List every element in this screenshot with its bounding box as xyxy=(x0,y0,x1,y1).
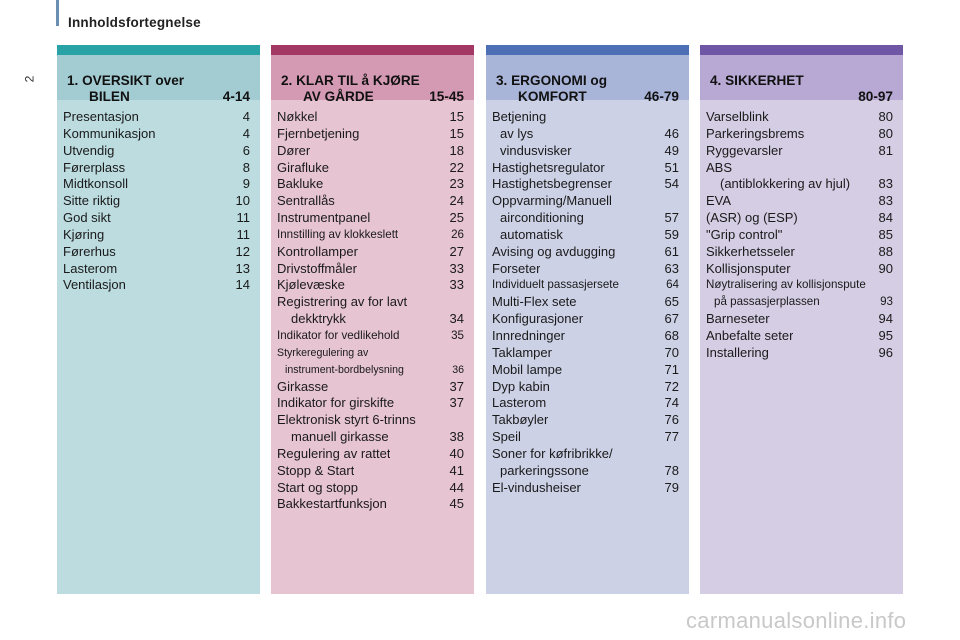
toc-entry[interactable] xyxy=(277,412,464,429)
toc-entry[interactable] xyxy=(706,294,893,311)
section-oversikt xyxy=(57,45,260,594)
section-heading xyxy=(700,45,903,104)
toc-entry-label: Mobil lampe xyxy=(492,361,563,377)
toc-entry[interactable] xyxy=(492,362,679,379)
toc-entry[interactable] xyxy=(492,277,679,294)
toc-entry[interactable] xyxy=(63,160,250,177)
toc-entry[interactable] xyxy=(492,311,679,328)
toc-entry-label: God sikt xyxy=(63,210,111,226)
section-heading-text: AV GÅRDE xyxy=(303,89,374,104)
toc-entry-page: 64 xyxy=(666,278,679,292)
toc-entry[interactable] xyxy=(277,379,464,396)
toc-entry[interactable] xyxy=(492,193,679,210)
toc-entry[interactable] xyxy=(492,429,679,446)
toc-entry[interactable] xyxy=(277,362,464,379)
toc-entry-label: Instrumentpanel xyxy=(277,210,371,226)
toc-entry-page: 22 xyxy=(449,159,464,175)
toc-entry-page: 4 xyxy=(242,125,250,141)
toc-entry-page: 36 xyxy=(452,363,464,376)
section-heading xyxy=(486,45,689,104)
toc-entry-label: Konfigurasjoner xyxy=(492,311,584,327)
toc-entry-page: 84 xyxy=(878,210,893,226)
toc-entry[interactable] xyxy=(277,210,464,227)
toc-entry-label: Kjøring xyxy=(63,226,105,242)
toc-entry-page: 83 xyxy=(878,193,893,209)
section-entries xyxy=(271,100,474,513)
section-page-range: 4-14 xyxy=(222,89,250,104)
toc-entry-label: Nøytralisering av kollisjonspute xyxy=(706,278,866,292)
toc-entry[interactable] xyxy=(277,446,464,463)
toc-entry-page: 11 xyxy=(236,210,250,226)
toc-entry-page: 38 xyxy=(449,429,464,445)
toc-entry-label: ABS xyxy=(706,159,733,175)
toc-entry-label: Presentasjon xyxy=(63,109,139,124)
toc-entry-page: 65 xyxy=(664,294,679,310)
toc-entry-page: 54 xyxy=(664,176,679,192)
toc-entry-page: 11 xyxy=(236,226,250,242)
toc-entry-page: 61 xyxy=(664,243,679,259)
toc-entry-page: 10 xyxy=(235,193,250,209)
toc-entry-label: Elektronisk styrt 6-trinns xyxy=(277,412,416,428)
toc-entry-label: Takbøyler xyxy=(492,412,549,428)
toc-entry-label: Førerhus xyxy=(63,243,116,259)
toc-entry-label: Fjernbetjening xyxy=(277,125,360,141)
section-heading-text: 1. OVERSIKT over xyxy=(67,73,185,88)
toc-entry-page: 15 xyxy=(449,109,464,124)
toc-entry-label: Sitte riktig xyxy=(63,193,121,209)
toc-entry-label: Styrkeregulering av xyxy=(277,346,369,359)
toc-entry-label: airconditioning xyxy=(500,210,584,226)
toc-entry-label: dekktrykk xyxy=(291,311,346,327)
section-heading-line xyxy=(67,73,250,89)
section-entries xyxy=(57,100,260,294)
toc-entry-label: Ryggevarsler xyxy=(706,142,783,158)
toc-entry-page: 68 xyxy=(664,327,679,343)
toc-entry-label: parkeringssone xyxy=(500,462,589,478)
toc-entry-page: 15 xyxy=(449,125,464,141)
toc-entry[interactable] xyxy=(277,480,464,497)
toc-entry-label: Taklamper xyxy=(492,344,552,360)
toc-entry[interactable] xyxy=(277,244,464,261)
toc-entry-label: Avising og avdugging xyxy=(492,243,616,259)
toc-entry-page: 23 xyxy=(449,176,464,192)
toc-entry-page: 96 xyxy=(878,344,893,360)
toc-entry-label: Hastighetsbegrenser xyxy=(492,176,612,192)
toc-entry-page: 6 xyxy=(242,142,250,158)
toc-entry-page: 8 xyxy=(242,159,250,175)
toc-entry[interactable] xyxy=(492,109,679,126)
toc-entry-label: manuell girkasse xyxy=(291,429,389,445)
toc-entry-label: Sentrallås xyxy=(277,193,335,209)
section-heading-line xyxy=(496,89,679,105)
toc-entry-label: Regulering av rattet xyxy=(277,445,391,461)
toc-entry-label: (antiblokkering av hjul) xyxy=(720,176,851,192)
toc-entry-label: Førerplass xyxy=(63,159,126,175)
toc-entry[interactable] xyxy=(277,109,464,126)
toc-entry[interactable] xyxy=(706,227,893,244)
toc-entry[interactable] xyxy=(706,311,893,328)
toc-entry-page: 95 xyxy=(878,327,893,343)
section-heading-line xyxy=(710,73,893,89)
toc-entry-label: Indikator for vedlikehold xyxy=(277,328,400,342)
toc-entry-label: Lasterom xyxy=(63,260,118,276)
toc-entry[interactable] xyxy=(277,143,464,160)
toc-entry-label: El-vindusheiser xyxy=(492,479,581,495)
toc-entry-label: Midtkonsoll xyxy=(63,176,129,192)
toc-entry[interactable] xyxy=(706,345,893,362)
toc-entry[interactable] xyxy=(277,160,464,177)
toc-entry-page: 27 xyxy=(449,243,464,259)
toc-entry-page: 71 xyxy=(664,361,679,377)
toc-entry-page: 94 xyxy=(878,311,893,327)
toc-entry[interactable] xyxy=(63,193,250,210)
toc-entry[interactable] xyxy=(277,277,464,294)
toc-entry-page: 14 xyxy=(235,277,250,293)
toc-entry-label: Kommunikasjon xyxy=(63,125,156,141)
toc-entry-page: 41 xyxy=(449,462,464,478)
toc-entry-label: automatisk xyxy=(500,226,563,242)
toc-entry-label: Speil xyxy=(492,429,521,445)
toc-entry[interactable] xyxy=(706,126,893,143)
section-heading-text: 3. ERGONOMI og xyxy=(496,73,608,88)
toc-entry-page: 34 xyxy=(449,311,464,327)
toc-entry-label: Multi-Flex sete xyxy=(492,294,577,310)
toc-entry-page: 45 xyxy=(449,496,464,512)
toc-entry-page: 70 xyxy=(664,344,679,360)
toc-entry-label: (ASR) og (ESP) xyxy=(706,210,798,226)
toc-entry-label: vindusvisker xyxy=(500,142,572,158)
toc-entry-page: 85 xyxy=(878,226,893,242)
section-entries xyxy=(700,100,903,362)
toc-entry-label: Betjening xyxy=(492,109,547,124)
toc-entry[interactable] xyxy=(492,244,679,261)
toc-entry[interactable] xyxy=(492,126,679,143)
header-rule xyxy=(56,0,59,26)
toc-entry[interactable] xyxy=(63,176,250,193)
toc-entry-label: Lasterom xyxy=(492,395,547,411)
toc-entry-label: Ventilasjon xyxy=(63,277,126,293)
toc-entry-page: 12 xyxy=(235,243,250,259)
toc-entry[interactable] xyxy=(706,210,893,227)
toc-entry-page: 67 xyxy=(664,311,679,327)
toc-entry-page: 49 xyxy=(664,142,679,158)
toc-entry[interactable] xyxy=(63,277,250,294)
toc-entry[interactable] xyxy=(277,176,464,193)
toc-entry-page: 80 xyxy=(878,125,893,141)
toc-entry-page: 33 xyxy=(449,260,464,276)
toc-entry-page: 24 xyxy=(449,193,464,209)
toc-entry[interactable] xyxy=(706,277,893,294)
section-klar-til-kjore xyxy=(271,45,474,594)
toc-entry[interactable] xyxy=(63,143,250,160)
toc-entry[interactable] xyxy=(63,109,250,126)
toc-entry[interactable] xyxy=(277,261,464,278)
section-heading-line xyxy=(281,73,464,89)
toc-entry-label: Indikator for girskifte xyxy=(277,395,395,411)
toc-entry[interactable] xyxy=(492,143,679,160)
toc-entry-page: 33 xyxy=(449,277,464,293)
toc-entry-label: av lys xyxy=(500,125,534,141)
toc-entry[interactable] xyxy=(277,126,464,143)
toc-entry-label: Drivstoffmåler xyxy=(277,260,357,276)
toc-entry[interactable] xyxy=(277,193,464,210)
toc-entry-label: Parkeringsbrems xyxy=(706,125,805,141)
toc-entry[interactable] xyxy=(492,294,679,311)
section-heading-text xyxy=(710,89,732,105)
toc-entry-page: 79 xyxy=(664,479,679,495)
section-heading-line xyxy=(496,73,679,89)
toc-entry[interactable] xyxy=(706,160,893,177)
section-page-range: 15-45 xyxy=(429,89,464,104)
toc-entry[interactable] xyxy=(63,261,250,278)
toc-entry-label: Start og stopp xyxy=(277,479,358,495)
section-heading-text: 4. SIKKERHET xyxy=(710,73,804,88)
toc-entry-page: 77 xyxy=(664,429,679,445)
toc-entry-page: 83 xyxy=(878,176,893,192)
toc-entry-page: 76 xyxy=(664,412,679,428)
toc-entry[interactable] xyxy=(706,143,893,160)
section-heading xyxy=(57,45,260,104)
toc-entry-label: Innredninger xyxy=(492,327,565,343)
toc-entry-page: 13 xyxy=(235,260,250,276)
toc-entry[interactable] xyxy=(492,227,679,244)
toc-entry-label: Sikkerhetsseler xyxy=(706,243,795,259)
toc-entry-label: Kollisjonsputer xyxy=(706,260,791,276)
toc-entry-label: Innstilling av klokkeslett xyxy=(277,227,399,241)
toc-entry-label: Girafluke xyxy=(277,159,330,175)
toc-entry-label: Registrering av for lavt xyxy=(277,294,408,310)
toc-entry-page: 44 xyxy=(449,479,464,495)
section-heading-text: 2. KLAR TIL å KJØRE xyxy=(281,73,420,88)
toc-entry[interactable] xyxy=(277,496,464,513)
toc-entry-page: 74 xyxy=(664,395,679,411)
toc-entry-label: Installering xyxy=(706,344,769,360)
toc-entry[interactable] xyxy=(277,429,464,446)
watermark: carmanualsonline.info xyxy=(686,608,907,633)
toc-entry-label: på passasjerplassen xyxy=(714,295,820,309)
toc-entry[interactable] xyxy=(492,261,679,278)
section-heading-line xyxy=(281,89,464,105)
toc-entry-page: 51 xyxy=(664,159,679,175)
toc-entry-label: Girkasse xyxy=(277,378,329,394)
page-header xyxy=(56,0,916,34)
toc-entry-label: Barneseter xyxy=(706,311,770,327)
toc-entry-label: Varselblink xyxy=(706,109,769,124)
toc-entry-label: Dører xyxy=(277,142,311,158)
toc-entry-label: Hastighetsregulator xyxy=(492,159,605,175)
toc-entry[interactable] xyxy=(706,109,893,126)
toc-entry[interactable] xyxy=(277,227,464,244)
toc-entry-label: Nøkkel xyxy=(277,109,318,124)
toc-entry-label: "Grip control" xyxy=(706,226,783,242)
toc-entry-page: 57 xyxy=(664,210,679,226)
toc-entry[interactable] xyxy=(277,328,464,345)
toc-entry[interactable] xyxy=(277,345,464,362)
toc-entry[interactable] xyxy=(492,412,679,429)
toc-entry[interactable] xyxy=(63,210,250,227)
toc-entry-label: Kjølevæske xyxy=(277,277,345,293)
toc-entry[interactable] xyxy=(706,176,893,193)
toc-entry-label: Bakkestartfunksjon xyxy=(277,496,387,512)
toc-entry-label: Soner for køfribrikke/ xyxy=(492,445,613,461)
toc-entry-label: Anbefalte seter xyxy=(706,327,794,343)
toc-entry-page: 72 xyxy=(664,378,679,394)
section-heading-line xyxy=(67,89,250,105)
toc-entry-page: 40 xyxy=(449,445,464,461)
toc-entry-label: EVA xyxy=(706,193,732,209)
toc-entry[interactable] xyxy=(277,294,464,311)
page-number: 2 xyxy=(22,75,37,83)
toc-entry[interactable] xyxy=(63,126,250,143)
toc-entry-label: Individuelt passasjersete xyxy=(492,278,619,292)
section-page-range: 46-79 xyxy=(644,89,679,104)
toc-entry[interactable] xyxy=(492,210,679,227)
toc-entry-page: 37 xyxy=(449,395,464,411)
toc-entry[interactable] xyxy=(277,395,464,412)
toc-entry[interactable] xyxy=(63,244,250,261)
section-heading-text: KOMFORT xyxy=(518,89,587,104)
toc-entry[interactable] xyxy=(706,328,893,345)
toc-entry-page: 90 xyxy=(878,260,893,276)
toc-entry-page: 78 xyxy=(664,462,679,478)
toc-entry-page: 25 xyxy=(449,210,464,226)
section-heading-text: BILEN xyxy=(89,89,130,104)
toc-entry-label: Stopp & Start xyxy=(277,462,355,478)
toc-entry-page: 18 xyxy=(449,142,464,158)
toc-entry[interactable] xyxy=(492,463,679,480)
toc-entry[interactable] xyxy=(63,227,250,244)
toc-entry[interactable] xyxy=(492,160,679,177)
toc-entry-label: Kontrollamper xyxy=(277,243,358,259)
toc-entry-page: 63 xyxy=(664,260,679,276)
toc-entry[interactable] xyxy=(492,480,679,497)
toc-entry-page: 37 xyxy=(449,378,464,394)
toc-entry-label: Forseter xyxy=(492,260,541,276)
toc-entry-label: Oppvarming/Manuell xyxy=(492,193,612,209)
toc-entry[interactable] xyxy=(492,176,679,193)
section-heading xyxy=(271,45,474,104)
toc-entry-page: 4 xyxy=(242,109,250,124)
toc-entry-page: 88 xyxy=(878,243,893,259)
toc-entry[interactable] xyxy=(492,379,679,396)
toc-entry-label: Dyp kabin xyxy=(492,378,550,394)
toc-entry-page: 81 xyxy=(878,142,893,158)
toc-entry[interactable] xyxy=(277,463,464,480)
toc-entry-page: 35 xyxy=(451,328,464,342)
toc-entry[interactable] xyxy=(706,261,893,278)
section-ergonomi xyxy=(486,45,689,594)
toc-entry-page: 9 xyxy=(242,176,250,192)
toc-entry[interactable] xyxy=(492,345,679,362)
toc-entry[interactable] xyxy=(492,446,679,463)
toc-entry[interactable] xyxy=(492,328,679,345)
section-entries xyxy=(486,100,689,496)
section-heading-line xyxy=(710,89,893,105)
toc-entry-page: 80 xyxy=(878,109,893,124)
toc-entry-label: Bakluke xyxy=(277,176,324,192)
section-page-range: 80-97 xyxy=(858,89,893,104)
page-title: Innholdsfortegnelse xyxy=(68,15,201,30)
toc-entry-page: 93 xyxy=(880,295,893,309)
toc-entry-page: 59 xyxy=(664,226,679,242)
toc-entry-label: instrument-bordbelysning xyxy=(285,363,404,376)
toc-entry-page: 46 xyxy=(664,125,679,141)
section-sikkerhet xyxy=(700,45,903,594)
toc-entry-page: 26 xyxy=(451,227,464,241)
toc-entry[interactable] xyxy=(706,193,893,210)
toc-entry[interactable] xyxy=(277,311,464,328)
toc-entry[interactable] xyxy=(492,395,679,412)
toc-entry-label: Utvendig xyxy=(63,142,115,158)
toc-entry[interactable] xyxy=(706,244,893,261)
